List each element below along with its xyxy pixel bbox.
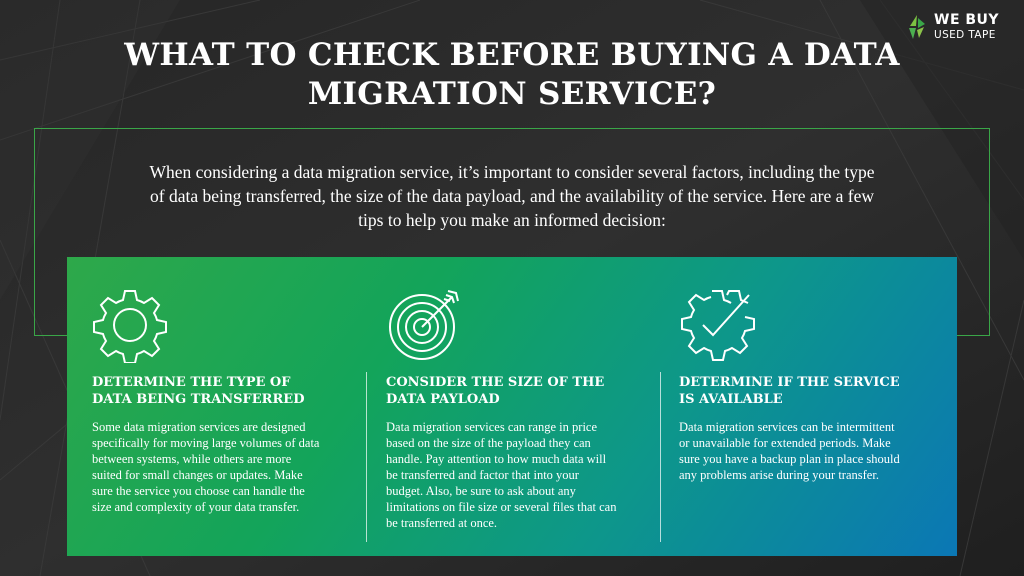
intro-line2: of data being transferred, the size of the data payload, and the availability of the service. Here are a few (150, 186, 874, 206)
target-arrow-icon (386, 287, 462, 363)
brand-name-line2: USED TAPE (934, 29, 996, 41)
tip-text: Data migration services can range in price based on the size of the payload they can handle. Pay attention to how much data will be transferred and factor that into your budget. Also, be sure to ask about any limitations on file size or several files that can be transferred at once. (386, 420, 617, 530)
page-title (100, 36, 924, 114)
tip-text: Some data migration services are designed specifically for moving large volumes of data between systems, while others are more suited for small changes or updates. Make sure the service you choose can handle the size and complexity of your data transfer. (92, 420, 320, 514)
column-divider (366, 372, 367, 542)
tip-card-availability (679, 257, 939, 556)
tips-panel (67, 257, 957, 556)
gear-check-icon (679, 287, 755, 363)
tip-title: DETERMINE THE TYPE OF DATA BEING TRANSFERRED (92, 375, 305, 407)
gear-icon (92, 287, 168, 363)
intro-line3: tips to help you make an informed decision: (358, 210, 666, 230)
tip-title: CONSIDER THE SIZE OF THE DATA PAYLOAD (386, 375, 605, 407)
intro-paragraph (70, 160, 954, 232)
tip-card-type (92, 257, 362, 556)
tip-card-size (386, 257, 656, 556)
page-title-line1: WHAT TO CHECK BEFORE BUYING A DATA (124, 37, 900, 73)
page-title-line2: MIGRATION SERVICE? (307, 76, 717, 112)
column-divider (660, 372, 661, 542)
tip-text: Data migration services can be intermittent or unavailable for extended periods. Make sure you have a backup plan in place should any problems arise during your transfer. (679, 420, 900, 482)
intro-line1: When considering a data migration service, it’s important to consider several factors, including the type (149, 162, 875, 182)
brand-name-line1: WE BUY (934, 12, 1000, 28)
tip-title: DETERMINE IF THE SERVICE IS AVAILABLE (679, 375, 900, 407)
